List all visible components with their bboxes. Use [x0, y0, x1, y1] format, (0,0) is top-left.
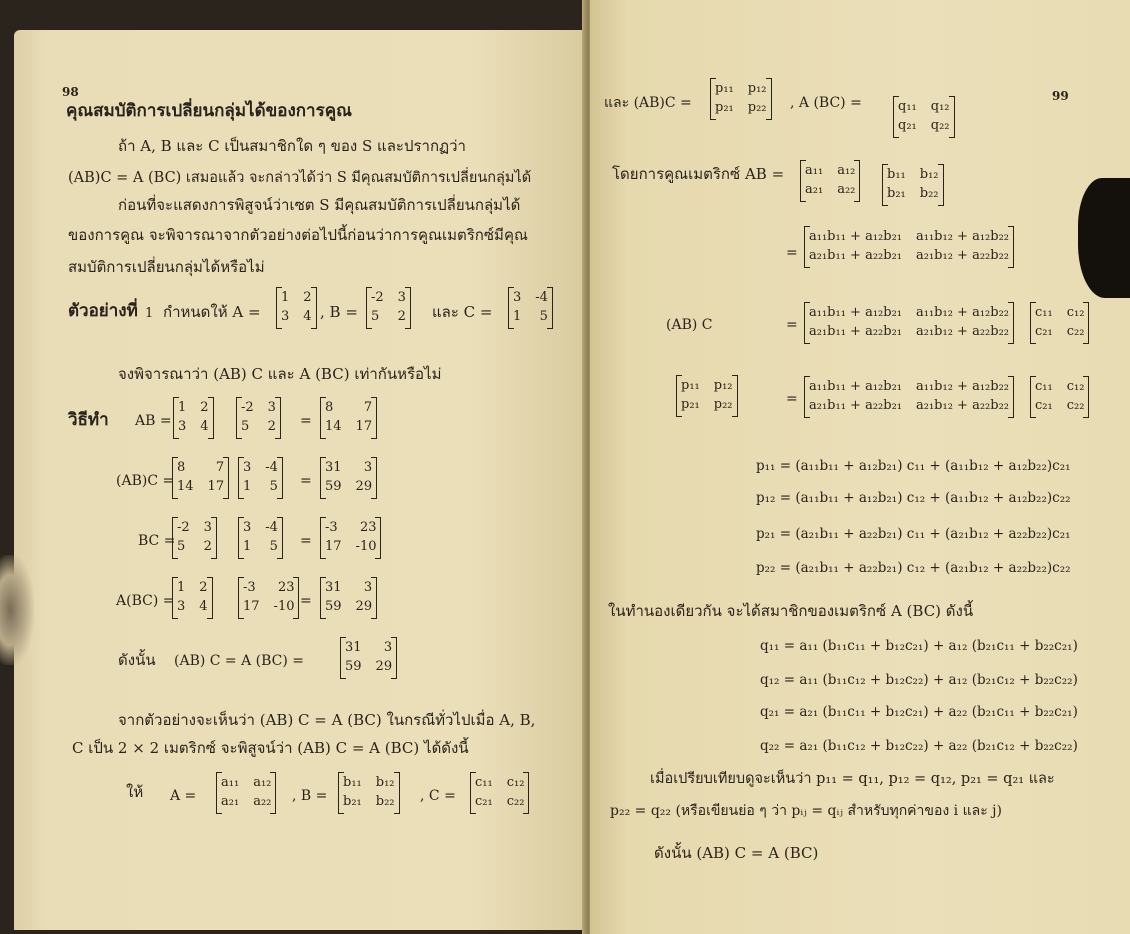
matrix-general-A: a₁₁ a₁₂ a₂₁ a₂₂ [800, 160, 860, 202]
and-abc-label: และ (AB)C = [604, 95, 692, 111]
ab-label: AB = [135, 413, 172, 429]
paragraph-line: จากตัวอย่างจะเห็นว่า (AB) C = A (BC) ในกรณีทั่วไปเมื่อ A, B, [118, 711, 536, 729]
equals-sign: = [786, 391, 798, 407]
matrix-BC: -3 23 17 -10 [320, 517, 381, 559]
p22-equation: p₂₂ = (a₂₁b₁₁ + a₂₂b₂₁) c₁₂ + (a₂₁b₁₂ + a₂₂b₂₂)c₂₂ [756, 560, 1071, 576]
compare-line: เมื่อเปรียบเทียบดูจะเห็นว่า p₁₁ = q₁₁, p₁₂ = q₁₂, p₂₁ = q₂₁ และ [650, 771, 1055, 787]
matrix-AB-general: a₁₁b₁₁ + a₁₂b₂₁ a₁₁b₁₂ + a₁₂b₂₂ a₂₁b₁₁ + a₂₂b₂₁ a₂₁b₁₂ + a₂₂b₂₂ [804, 302, 1014, 344]
so-equation: (AB) C = A (BC) = [174, 653, 305, 669]
matrix-A: 1 2 3 4 [276, 287, 317, 329]
matrix-BC: -3 23 17 -10 [238, 577, 299, 619]
matrix-AB-general: a₁₁b₁₁ + a₁₂b₂₁ a₁₁b₁₂ + a₁₂b₂₂ a₂₁b₁₁ + a₂₂b₂₁ a₂₁b₁₂ + a₂₂b₂₂ [804, 376, 1014, 418]
p12-equation: p₁₂ = (a₁₁b₁₁ + a₁₂b₂₁) c₁₂ + (a₁₁b₁₂ + a₁₂b₂₂)c₂₂ [756, 490, 1071, 506]
general-c-label: , C = [420, 788, 456, 804]
equals-sign: = [786, 317, 798, 333]
consider-line: จงพิจารณาว่า (AB) C และ A (BC) เท่ากันหรือไม่ [118, 365, 442, 383]
matrix-AB: 8 7 14 17 [172, 457, 229, 499]
paragraph-line: ถ้า A, B และ C เป็นสมาชิกใด ๆ ของ S และปรากฏว่า [118, 137, 466, 155]
section-heading: คุณสมบัติการเปลี่ยนกลุ่มได้ของการคูณ [66, 101, 352, 121]
abc-label: (AB) C [666, 317, 713, 333]
matrix-C: 3 -4 1 5 [238, 457, 283, 499]
paragraph-line: (AB)C = A (BC) เสมอแล้ว จะกล่าวได้ว่า S มีคุณสมบัติการเปลี่ยนกลุ่มได้ [68, 170, 532, 186]
eq-label-b: , B = [320, 303, 358, 321]
matrix-general-A: a₁₁ a₁₂ a₂₁ a₂₂ [216, 772, 276, 814]
q21-equation: q₂₁ = a₂₁ (b₁₁c₁₁ + b₁₂c₂₁) + a₂₂ (b₂₁c₁₁ + b₂₂c₂₁) [760, 704, 1078, 720]
abc-label: (AB)C = [116, 473, 175, 489]
compare-line: p₂₂ = q₂₂ (หรือเขียนย่อ ๆ ว่า pᵢⱼ = qᵢⱼ สำหรับทุกค่าของ i และ j) [610, 803, 1002, 819]
matrix-P: p₁₁ p₁₂ p₂₁ p₂₂ [676, 375, 738, 417]
a-bc-label: , A (BC) = [790, 95, 862, 111]
matrix-general-C: c₁₁ c₁₂ c₂₁ c₂₂ [1030, 302, 1089, 344]
equals-sign: = [786, 245, 798, 261]
page-number-right: 99 [1052, 89, 1069, 103]
page-number-left: 98 [62, 85, 79, 99]
matrix-A: 1 2 3 4 [173, 397, 214, 439]
example-label: ตัวอย่างที่ [68, 301, 138, 321]
matrix-ABC: 31 3 59 29 [340, 637, 397, 679]
matrix-B: -2 3 5 2 [366, 287, 411, 329]
matrix-general-C: c₁₁ c₁₂ c₂₁ c₂₂ [470, 772, 529, 814]
q12-equation: q₁₂ = a₁₁ (b₁₁c₁₂ + b₁₂c₂₂) + a₁₂ (b₂₁c₁₂ + b₂₂c₂₂) [760, 672, 1078, 688]
paragraph-line: ก่อนที่จะแสดงการพิสูจน์ว่าเซต S มีคุณสมบัติการเปลี่ยนกลุ่มได้ [118, 196, 521, 214]
matrix-ABC: 31 3 59 29 [320, 457, 377, 499]
matrix-Q: q₁₁ q₁₂ q₂₁ q₂₂ [893, 96, 955, 138]
matrix-general-B: b₁₁ b₁₂ b₂₁ b₂₂ [338, 772, 400, 814]
example-text: กำหนดให้ A = [163, 303, 261, 321]
matrix-C: 3 -4 1 5 [238, 517, 283, 559]
by-mult-label: โดยการคูณเมตริกซ์ AB = [612, 165, 785, 183]
paragraph-line: ของการคูณ จะพิจารณาจากตัวอย่างต่อไปนี้ก่อนว่าการคูณเมตริกซ์มีคุณ [68, 226, 528, 244]
dark-blot [1078, 178, 1130, 298]
so-label: ดังนั้น [118, 651, 156, 669]
q11-equation: q₁₁ = a₁₁ (b₁₁c₁₁ + b₁₂c₂₁) + a₁₂ (b₂₁c₁₁ + b₂₂c₂₁) [760, 638, 1078, 654]
general-b-label: , B = [292, 788, 328, 804]
conclusion-line: ดังนั้น (AB) C = A (BC) [654, 844, 819, 862]
paragraph-line: สมบัติการเปลี่ยนกลุ่มได้หรือไม่ [68, 258, 265, 276]
equals-sign: = [300, 593, 312, 609]
a-bc-label: A(BC) = [116, 593, 175, 609]
eq-label-c: และ C = [432, 303, 493, 321]
equals-sign: = [300, 413, 312, 429]
paragraph-line: C เป็น 2 × 2 เมตริกซ์ จะพิสูจน์ว่า (AB) C = A (BC) ได้ดังนี้ [72, 739, 469, 757]
let-label: ให้ [126, 783, 144, 801]
matrix-AB-general: a₁₁b₁₁ + a₁₂b₂₁ a₁₁b₁₂ + a₁₂b₂₂ a₂₁b₁₁ + a₂₂b₂₁ a₂₁b₁₂ + a₂₂b₂₂ [804, 226, 1014, 268]
matrix-P: p₁₁ p₁₂ p₂₁ p₂₂ [710, 78, 772, 120]
equals-sign: = [300, 533, 312, 549]
matrix-B: -2 3 5 2 [236, 397, 281, 439]
general-a-label: A = [170, 788, 197, 804]
matrix-general-C: c₁₁ c₁₂ c₂₁ c₂₂ [1030, 376, 1089, 418]
equals-sign: = [300, 473, 312, 489]
matrix-ABC: 31 3 59 29 [320, 577, 377, 619]
matrix-AB: 8 7 14 17 [320, 397, 377, 439]
similarly-line: ในทำนองเดียวกัน จะได้สมาชิกของเมตริกซ์ A (BC) ดังนี้ [608, 602, 974, 620]
page-smudge [0, 555, 34, 665]
bc-label: BC = [138, 533, 176, 549]
matrix-C: 3 -4 1 5 [508, 287, 553, 329]
matrix-A: 1 2 3 4 [172, 577, 213, 619]
solution-label: วิธีทำ [68, 410, 109, 430]
matrix-general-B: b₁₁ b₁₂ b₂₁ b₂₂ [882, 164, 944, 206]
p11-equation: p₁₁ = (a₁₁b₁₁ + a₁₂b₂₁) c₁₁ + (a₁₁b₁₂ + a₁₂b₂₂)c₂₁ [756, 458, 1071, 474]
p21-equation: p₂₁ = (a₂₁b₁₁ + a₂₂b₂₁) c₁₁ + (a₂₁b₁₂ + a₂₂b₂₂)c₂₁ [756, 526, 1071, 542]
matrix-B: -2 3 5 2 [172, 517, 217, 559]
q22-equation: q₂₂ = a₂₁ (b₁₁c₁₂ + b₁₂c₂₂) + a₂₂ (b₂₁c₁₂ + b₂₂c₂₂) [760, 738, 1078, 754]
example-number: 1 [145, 306, 154, 321]
